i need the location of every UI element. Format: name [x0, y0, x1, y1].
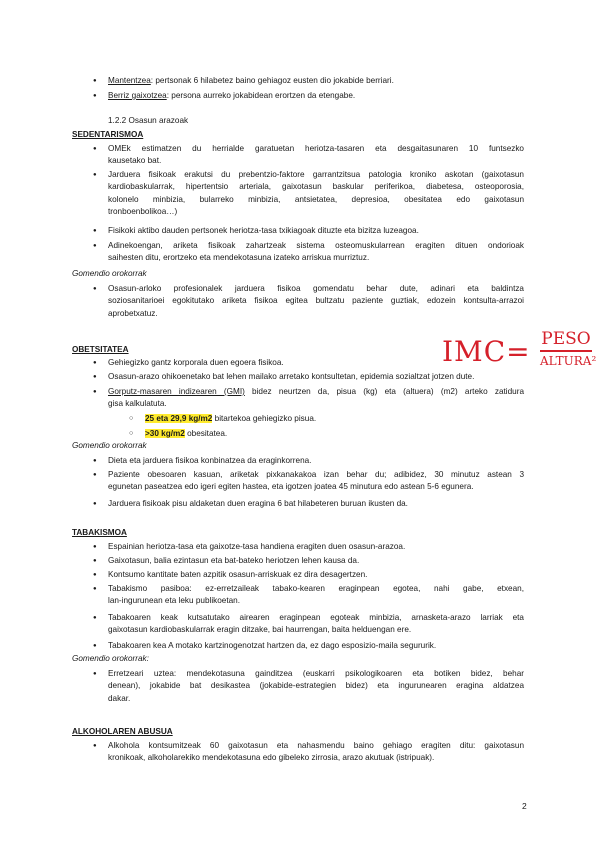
- formula-denominator: ALTURA²: [540, 354, 597, 368]
- list-item: [108, 143, 524, 168]
- text-line: ● Dieta eta jarduera fisikoa konbinatzea da eraginkorrena.: [108, 456, 312, 465]
- formula-equals: =: [506, 335, 531, 368]
- text-line: ● Tabakismo pasiboa: ez-erretzaileak tabako-kearen eraginpean egotea, nahi gabe, etxean,: [108, 584, 524, 593]
- text-line: ● Erretzeari uztea: mendekotasuna gainditzea (euskarri psikologikoaren eta botiken bidez, behar: [108, 669, 524, 678]
- formula-lhs: IMC: [442, 335, 507, 368]
- text-line: ● Jarduera fisikoak erakutsi du prebentzio-faktore garrantzitsua patologia kroniko askotan (gaixotasun: [108, 170, 524, 179]
- text-line: ● Fisikoki aktibo dauden pertsonek heriotza-tasa txikiagoak dituzte eta bizitza luzeagoa.: [108, 226, 419, 235]
- text-line: ● Gaixotasun, balia ezintasun eta bat-bateko heriotzen lehen kausa da.: [108, 556, 360, 565]
- text-line: kronikoak, alkoholarekiko mendekotasuna edo gibeleko zirrosia, arazo akutuak (istripuak).: [108, 753, 435, 763]
- text-line: saihesten ditu, erortzeko eta mendekotasuna izateko arriskua murriztuz.: [108, 253, 370, 263]
- text-line: ● Espainian heriotza-tasa eta gaixotze-tasa handiena eragiten duen osasun-arazoa.: [108, 542, 406, 551]
- text-line: dakar.: [108, 693, 131, 703]
- text-line: kausetako bat.: [108, 156, 162, 166]
- term-berriz-gaixotzea: Berriz gaixotzea: [108, 91, 167, 100]
- list-item: [108, 740, 524, 765]
- text-line: gaixotasun kardiobaskularrak eragin ditzake, bai haurrengan, baita helduengan ere.: [108, 625, 412, 635]
- text-line: bitartekoa gehiegizko pisua.: [212, 414, 317, 423]
- sub-list-item: [145, 428, 227, 440]
- text-line: ● Adinekoengan, ariketa fisikoak zahartzeak sistema osteomuskularrean eragiten dituen ondorioak: [108, 241, 524, 250]
- text-line: ● Tabakoaren keak kutsatutako airearen eraginpean egoteak minbizia, arnasketa-arazo larriak eta: [108, 613, 524, 622]
- highlighted-range: 25 eta 29,9 kg/m2: [145, 414, 213, 423]
- text-line: bidez neurtzen da, pisua (kg) eta (altuera) (m2) arteko zatidura: [244, 387, 524, 396]
- formula-numerator: PESO: [541, 329, 591, 349]
- text-line: ● Alkohola kontsumitzeak 60 gaixotasun eta nahasmendu baino gehiago eragiten ditu: gaixotasun: [108, 741, 524, 750]
- text-line: kolonelo minbizia, bularreko minbizia, antsietatea, depresioa, obesitatea edo gaixotasun: [108, 194, 524, 204]
- highlighted-range: >30 kg/m2: [145, 429, 185, 438]
- list-item: [108, 541, 524, 553]
- text-line: denean), jokabide bat desikastea (jokabide-estrategien bidez) eta ingurunearen eragina aldatzea: [108, 681, 524, 691]
- sub-list-item: [145, 413, 316, 425]
- list-item-berriz-gaixotzea: [108, 90, 355, 102]
- imc-formula: [442, 337, 531, 367]
- heading-tabakismoa: TABAKISMOA: [72, 528, 127, 537]
- heading-obesitatea: OBETSITATEA: [72, 345, 129, 354]
- list-item: [108, 668, 524, 705]
- term-gmi: Gorputz-masaren indizearen (GMI): [108, 387, 245, 396]
- definition-text: : pertsonak 6 hilabetez baino gehiagoz eusten dio jokabide berriari.: [150, 76, 394, 85]
- list-item: [108, 371, 524, 383]
- text-line: obesitatea.: [184, 429, 228, 438]
- list-item-mantentzea: [108, 75, 394, 87]
- text-line: egunetan paseatzea edo igeri egiten hastea, eta igotzen joatea 45 minutura edo astean 5-6 egunera.: [108, 482, 474, 492]
- text-line: ● OMEk estimatzen du herrialde garatuetan heriotza-tasaren eta desgaitasunaren 10 funtsezko: [108, 144, 524, 153]
- text-line: lan-ingurunean eta leku publikoetan.: [108, 596, 241, 606]
- list-item: [108, 498, 524, 510]
- text-line: soziosanitarioei egokitutako ariketa fisikoa egitea bultzatu paziente guztiak, edozein kontsulta-arrazoi: [108, 296, 524, 306]
- list-item: [108, 583, 524, 608]
- text-line: ● Jarduera fisikoak pisu aldaketan duen eragina 6 bat hilabeteren buruan ikusten da.: [108, 499, 408, 508]
- definition-text: : persona aurreko jokabidean erortzen da etengabe.: [166, 91, 356, 100]
- list-item: [108, 225, 524, 237]
- text-line: ● Kontsumo kantitate baten azpitik osasun-arriskuak ez dira desagertzen.: [108, 570, 368, 579]
- text-line: gisa kalkulatuta.: [108, 399, 167, 409]
- gomendio-label: Gomendio orokorrak:: [72, 654, 149, 663]
- heading-sedentarismoa: SEDENTARISMOA: [72, 130, 144, 139]
- list-item: [108, 240, 524, 265]
- list-item: [108, 455, 524, 467]
- list-item: [108, 612, 524, 637]
- fraction-bar: [540, 350, 592, 352]
- gomendio-label: Gomendio orokorrak: [72, 269, 147, 278]
- list-item: [108, 555, 524, 567]
- gomendio-label: Gomendio orokorrak: [72, 441, 147, 450]
- list-item: [108, 283, 524, 320]
- text-line: ● Osasun-arazo ohikoenetako bat lehen mailako arretako kontsultetan, epidemia sozialtzat jotzen dute.: [108, 372, 475, 381]
- text-line: ● Osasun-arloko profesionalek jarduera fisikoa gomendatu behar dute, adinari eta baldintza: [108, 284, 524, 293]
- text-line: tronboenbolikoa…): [108, 207, 178, 217]
- list-item: [108, 469, 524, 494]
- list-item: [108, 569, 524, 581]
- list-item: [108, 386, 524, 411]
- text-line: ● Tabakoaren kea A motako kartzinogenotzat hartzen da, ez dago esposizio-maila segururik.: [108, 641, 437, 650]
- text-line: kardiobaskularrak, hipertentsio arteriala, gaixotasun baskular periferikoa, diabetesa, osteoporosia,: [108, 182, 524, 192]
- page-number: 2: [522, 801, 527, 811]
- section-heading: 1.2.2 Osasun arazoak: [108, 116, 189, 125]
- term-mantentzea: Mantentzea: [108, 76, 151, 85]
- list-item: [108, 640, 524, 652]
- list-item: [108, 169, 524, 219]
- text-line: ● Paziente obesoaren kasuan, ariketak pixkanakakoa izan behar du; adibidez, 30 minutuz astean 3: [108, 470, 524, 479]
- text-line: aprobetxatuz.: [108, 308, 158, 318]
- formula-fraction: [540, 330, 600, 368]
- text-line: ● Gehiegizko gantz korporala duen egoera fisikoa.: [108, 358, 284, 367]
- heading-alkoholaren-abusua: ALKOHOLAREN ABUSUA: [72, 727, 173, 736]
